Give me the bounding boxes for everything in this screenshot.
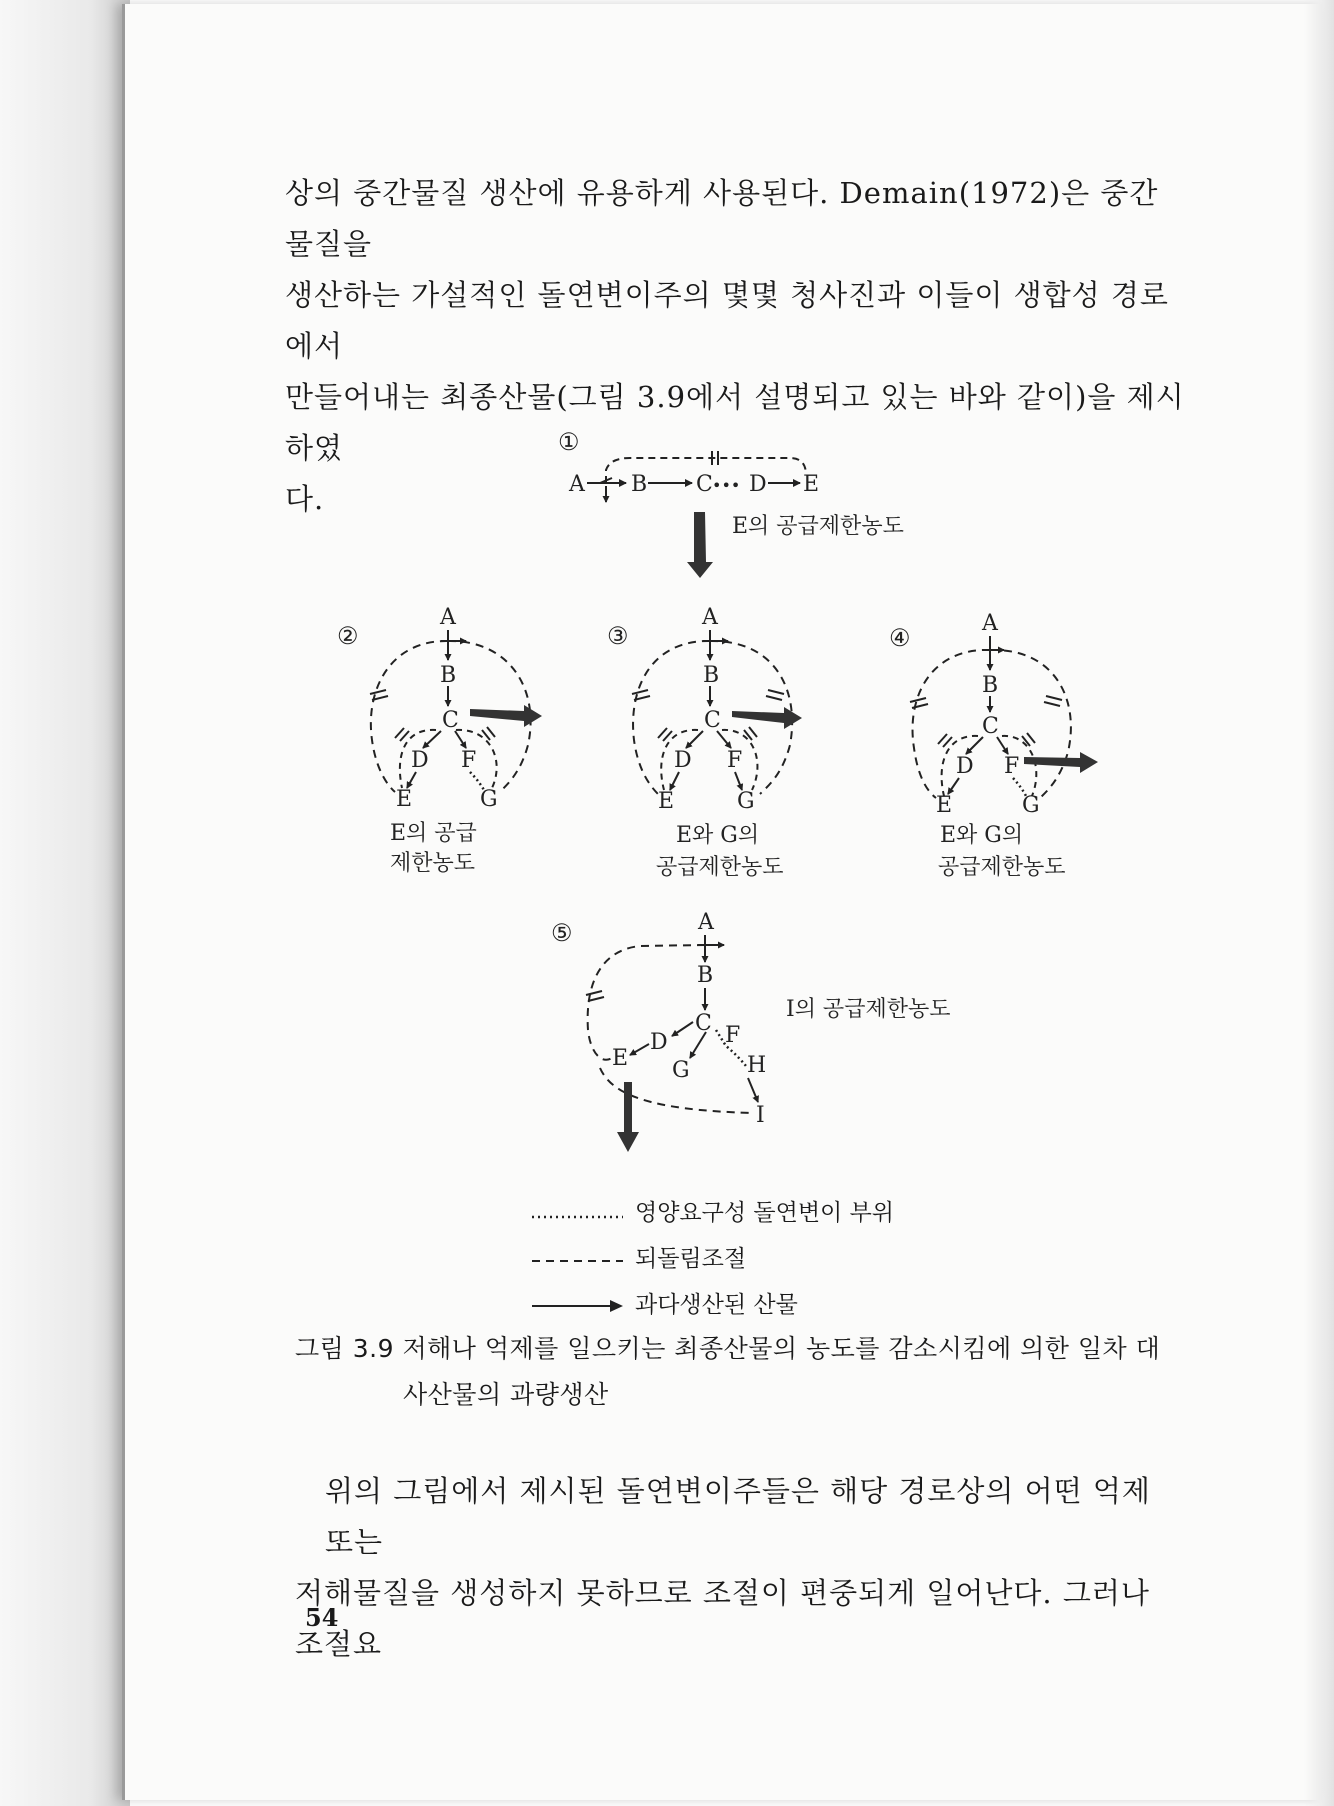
figure-legend — [530, 1190, 894, 1328]
body-line-1: 상의 중간물질 생산에 유용하게 사용된다. Demain(1972)은 중간물질을 — [285, 176, 1159, 261]
panel-5-inhibition-marks — [586, 945, 712, 1001]
panel-3-number: ③ — [607, 622, 629, 650]
panel-1-number: ① — [558, 428, 580, 456]
panel-1-node-d: D — [749, 472, 767, 497]
legend-item-dashed — [530, 1236, 894, 1282]
panel-2-number: ② — [337, 622, 359, 650]
panel-4-node-c: C — [982, 714, 999, 739]
panel-4-label-line1: E와 G의 — [940, 823, 1024, 848]
panel-5-node-e: E — [612, 1046, 629, 1071]
panel-5-overproduction-arrow — [617, 1082, 639, 1152]
panel-5-label: I의 공급제한농도 — [786, 997, 951, 1022]
panel-4-label-line2: 공급제한농도 — [938, 855, 1066, 880]
dotted-line-symbol — [530, 1203, 625, 1223]
panel-2 — [337, 605, 542, 876]
panel-3 — [607, 605, 802, 880]
page-number: 54 — [305, 1603, 339, 1632]
panel-1-node-b: B — [631, 472, 648, 497]
panel-1-node-c: C — [696, 472, 713, 497]
panel-4 — [889, 611, 1098, 880]
panel-3-node-f: F — [727, 748, 743, 773]
panel-2-node-e: E — [396, 787, 413, 812]
legend-item-dotted — [530, 1190, 894, 1236]
paragraph-2-line-2: 저해물질을 생성하지 못하므로 조절이 편중되게 일어난다. 그러나 조절요 — [295, 1576, 1150, 1661]
panel-5-pathway-arrows — [630, 935, 758, 1102]
panel-3-node-b: B — [703, 663, 720, 688]
panel-5-node-i: I — [756, 1103, 765, 1128]
panel-2-node-g: G — [480, 787, 498, 812]
panel-4-node-e: E — [936, 793, 953, 818]
paragraph-2-line-1: 위의 그림에서 제시된 돌연변이주들은 해당 경로상의 어떤 억제 또는 — [325, 1474, 1151, 1559]
panel-3-node-e: E — [658, 789, 675, 814]
panel-3-label-line2: 공급제한농도 — [656, 855, 784, 880]
panel-5-node-b: B — [697, 963, 714, 988]
legend-label-dashed: 되돌림조절 — [635, 1246, 747, 1272]
legend-item-arrow — [530, 1282, 894, 1328]
panel-5-node-h: H — [747, 1053, 767, 1078]
panel-4-node-g: G — [1022, 793, 1040, 818]
panel-5-number: ⑤ — [551, 919, 573, 947]
legend-label-dotted: 영양요구성 돌연변이 부위 — [635, 1200, 895, 1226]
panel-2-label-line2: 제한농도 — [390, 851, 476, 876]
panel-1-node-a: A — [569, 472, 585, 497]
panel-2-inhibition-marks — [370, 641, 495, 741]
panel-1-pathway-arrows — [587, 483, 800, 502]
panel-5-node-c: C — [695, 1011, 712, 1036]
panel-5-node-f: F — [725, 1023, 741, 1048]
body-line-3: 만들어내는 최종산물(그림 3.9에서 설명되고 있는 바와 같이)을 제시하였 — [285, 380, 1185, 465]
panel-2-node-a: A — [440, 605, 456, 630]
panel-2-node-d: D — [411, 748, 429, 773]
caption-line-2: 사산물의 과량생산 — [403, 1380, 609, 1409]
figure-caption — [295, 1326, 1185, 1418]
panel-1-dots: ••• — [712, 476, 741, 495]
panel-1 — [558, 428, 904, 578]
panel-3-label-line1: E와 G의 — [676, 823, 760, 848]
body-line-4: 다. — [285, 482, 325, 516]
dashed-line-symbol — [530, 1249, 625, 1269]
panel-2-node-c: C — [442, 708, 459, 733]
panel-2-node-b: B — [440, 663, 457, 688]
panel-3-node-a: A — [702, 605, 718, 630]
panel-3-node-c: C — [704, 708, 721, 733]
paragraph-2 — [295, 1466, 1185, 1670]
panel-5-node-a: A — [698, 910, 714, 935]
panel-4-number: ④ — [889, 624, 911, 652]
panel-2-node-f: F — [461, 748, 477, 773]
panel-5-node-g: G — [672, 1058, 690, 1083]
panel-4-node-f: F — [1004, 754, 1020, 779]
legend-label-arrow: 과다생산된 산물 — [635, 1292, 798, 1318]
panel-4-node-a: A — [982, 611, 998, 636]
panel-1-node-e: E — [803, 472, 820, 497]
panel-4-node-b: B — [982, 673, 999, 698]
caption-line-1: 그림 3.9 저해나 억제를 일으키는 최종산물의 농도를 감소시킴에 의한 일차 대 — [295, 1334, 1161, 1363]
panel-1-overproduction-arrow — [687, 512, 713, 578]
panel-5 — [551, 910, 950, 1152]
panel-5-feedback-top — [588, 945, 705, 1060]
panel-3-node-g: G — [737, 789, 755, 814]
panel-2-label-line1: E의 공급 — [390, 821, 477, 846]
panel-1-label: E의 공급제한농도 — [732, 514, 904, 539]
arrow-symbol — [530, 1295, 625, 1315]
panel-3-node-d: D — [674, 748, 692, 773]
panel-4-node-d: D — [956, 754, 974, 779]
panel-5-node-d: D — [650, 1030, 668, 1055]
body-line-2: 생산하는 가설적인 돌연변이주의 몇몇 청사진과 이들이 생합성 경로에서 — [285, 278, 1169, 363]
